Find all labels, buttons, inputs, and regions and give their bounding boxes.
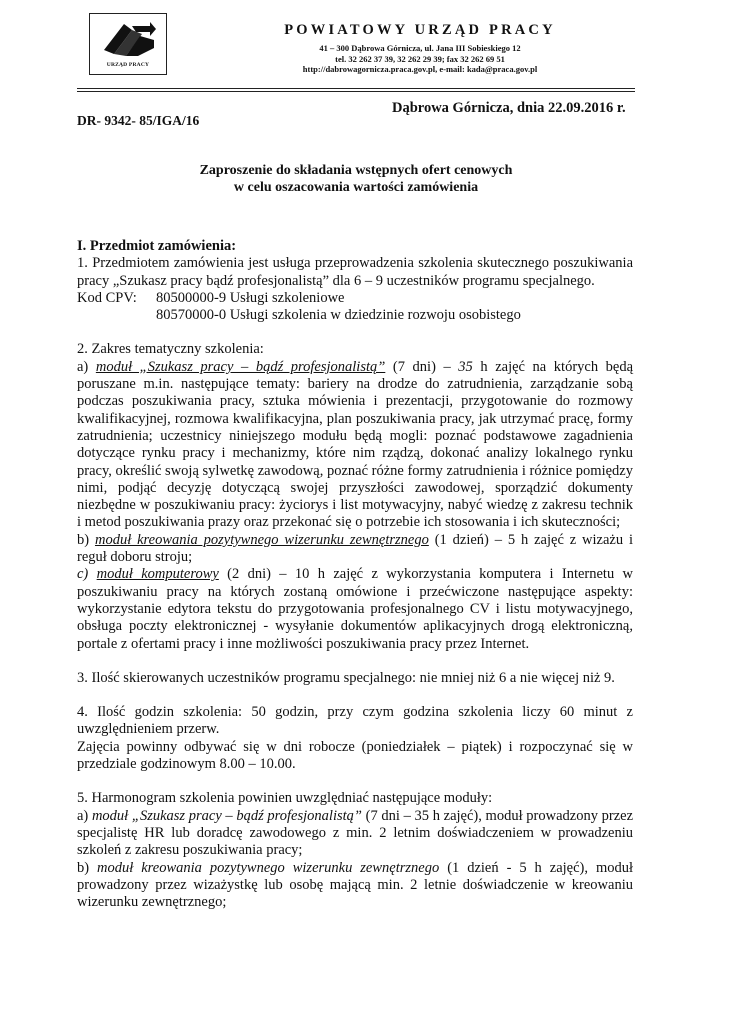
reference-number: DR- 9342- 85/IGA/16 [77, 113, 200, 128]
organization-phone: tel. 32 262 37 39, 32 262 29 39; fax 32 262 69 51 [335, 53, 505, 64]
module-2-name: moduł kreowania pozytywnego wizerunku zewnętrznego [94, 531, 429, 548]
section-4-paragraph-1: 4. Ilość godzin szkolenia: 50 godzin, przy czym godzina szkolenia liczy 60 minut z uwzględnieniem przerw. [77, 704, 633, 738]
title-line-1: Zaproszenie do składania wstępnych ofert cenowych [199, 163, 513, 178]
module-1-name: moduł „Szukasz pracy – bądź profesjonalistą” [95, 358, 386, 375]
schedule-module-2-name: moduł kreowania pozytywnego wizerunku zewnętrznego [97, 859, 440, 876]
office-logo [89, 13, 167, 75]
document-title [77, 162, 635, 196]
section-1-paragraph: 1. Przedmiotem zamówienia jest usługa przeprowadzenia szkolenia skutecznego poszukiwania pracy „Szukasz pracy bądź profesjonalistą” dla 6 – 9 uczestników programu specjalnego. [77, 255, 633, 289]
section-2-item-b: b) moduł kreowania pozytywnego wizerunku zewnętrznego (1 dzień) – 5 h zajęć z wizażu i reguł doboru stroju; [77, 531, 634, 566]
section-5-heading: 5. Harmonogram szkolenia powinien uwzględniać następujące moduły: [77, 790, 493, 807]
organization-web: http://dabrowagornicza.praca.gov.pl, e-mail: kada@praca.gov.pl [302, 64, 538, 74]
module-3-name: moduł komputerowy [96, 566, 219, 583]
cpv-code-2: 80570000-0 Usługi szkolenia w dziedzinie rozwoju osobistego [156, 307, 521, 324]
organization-name: POWIATOWY URZĄD PRACY [284, 22, 556, 38]
logo-emblem-icon [102, 20, 156, 56]
cpv-code-1: 80500000-9 Usługi szkoleniowe [156, 289, 345, 306]
document-body [77, 238, 633, 911]
title-line-2: w celu oszacowania wartości zamówienia [233, 180, 479, 195]
cpv-label: Kod CPV: [77, 289, 137, 306]
section-3-text: 3. Ilość skierowanych uczestników programu specjalnego: nie mniej niż 6 a nie więcej niż 9. [77, 669, 615, 686]
organization-address: 41 – 300 Dąbrowa Górnicza, ul. Jana III Sobieskiego 12 [319, 43, 521, 53]
section-5-item-a: a) moduł „Szukasz pracy – bądź profesjonalistą” (7 dni – 35 h zajęć), moduł prowadzony przez specjalistę HR lub doradcę zawodowego z min. 2 letnim doświadczeniem w prowadzeniu szkoleń z zakresu poszukiwania pracy; [77, 807, 634, 859]
section-5-item-b: b) moduł kreowania pozytywnego wizerunku zewnętrznego (1 dzień - 5 h zajęć), moduł prowadzony przez wizażystkę lub osobę mającą min. 2 letnie doświadczenie w kreowaniu wizerunku zewnętrznego; [77, 859, 633, 911]
section-2-heading: 2. Zakres tematyczny szkolenia: [77, 341, 264, 358]
letterhead [235, 22, 605, 75]
header-divider [77, 88, 635, 89]
section-2-item-a: a) moduł „Szukasz pracy – bądź profesjonalistą” (7 dni) – 35 h zajęć na których będą poruszane m.in. następujące tematy: bariery na drodze do zatrudnienia, zarządzanie sobą podczas poszukiwania pracy, sztuka mówienia i prezentacji, przygotowanie do rozmowy kwalifikacyjnej, rozmowa kwalifikacyjna, plan poszukiwania pracy, jak utrzymać pracę, formy zatrudnienia; uczestnicy niniejszego modułu będą mogli: poznać podstawowe zagadnienia dotyczące rynku pracy i mechanizmy, które nim rządzą, dokonać analizy lokalnego rynku pracy, określić swoją sylwetkę zawodową, poznać różne formy zatrudnienia i różnice pomiędzy nimi, podjąć decyzję dotyczącą swojej przyszłości zawodowej, sporządzić dokumenty niezbędne w poszukiwaniu pracy: życiorys i list motywacyjny, nabyć wiedzę z zakresu technik i metod poszukiwania prazy oraz przekonać się o potrzebie ich stosowania i ich skuteczności; [77, 358, 634, 531]
logo-text: URZĄD PRACY [106, 62, 150, 68]
section-4-paragraph-2: Zajęcia powinny odbywać się w dni robocze (poniedziałek – piątek) i rozpoczynać się w przedziale godzinowym 8.00 – 10.00. [77, 738, 633, 773]
section-1-heading: I. Przedmiot zamówienia: [77, 238, 237, 254]
schedule-module-1-name: moduł „Szukasz pracy – bądź profesjonalistą” [91, 807, 362, 824]
section-2-item-c: c) moduł komputerowy (2 dni) – 10 h zajęć z wykorzystania komputera i Internetu w poszukiwaniu pracy na których zostaną omówione i przećwiczone następujące aspekty: wykorzystanie edytora tekstu do przygotowania profesjonalnego CV i listu motywacyjnego, obsługa poczty elektronicznej - wysyłanie dokumentów aplikacyjnych drogą elektroniczną, portale z ofertami pracy i inne możliwości poszukiwania pracy przez Internet. [77, 566, 634, 652]
date-line: Dąbrowa Górnicza, dnia 22.09.2016 r. [392, 100, 626, 116]
cpv-codes [77, 290, 521, 325]
header-divider-second [77, 91, 635, 92]
